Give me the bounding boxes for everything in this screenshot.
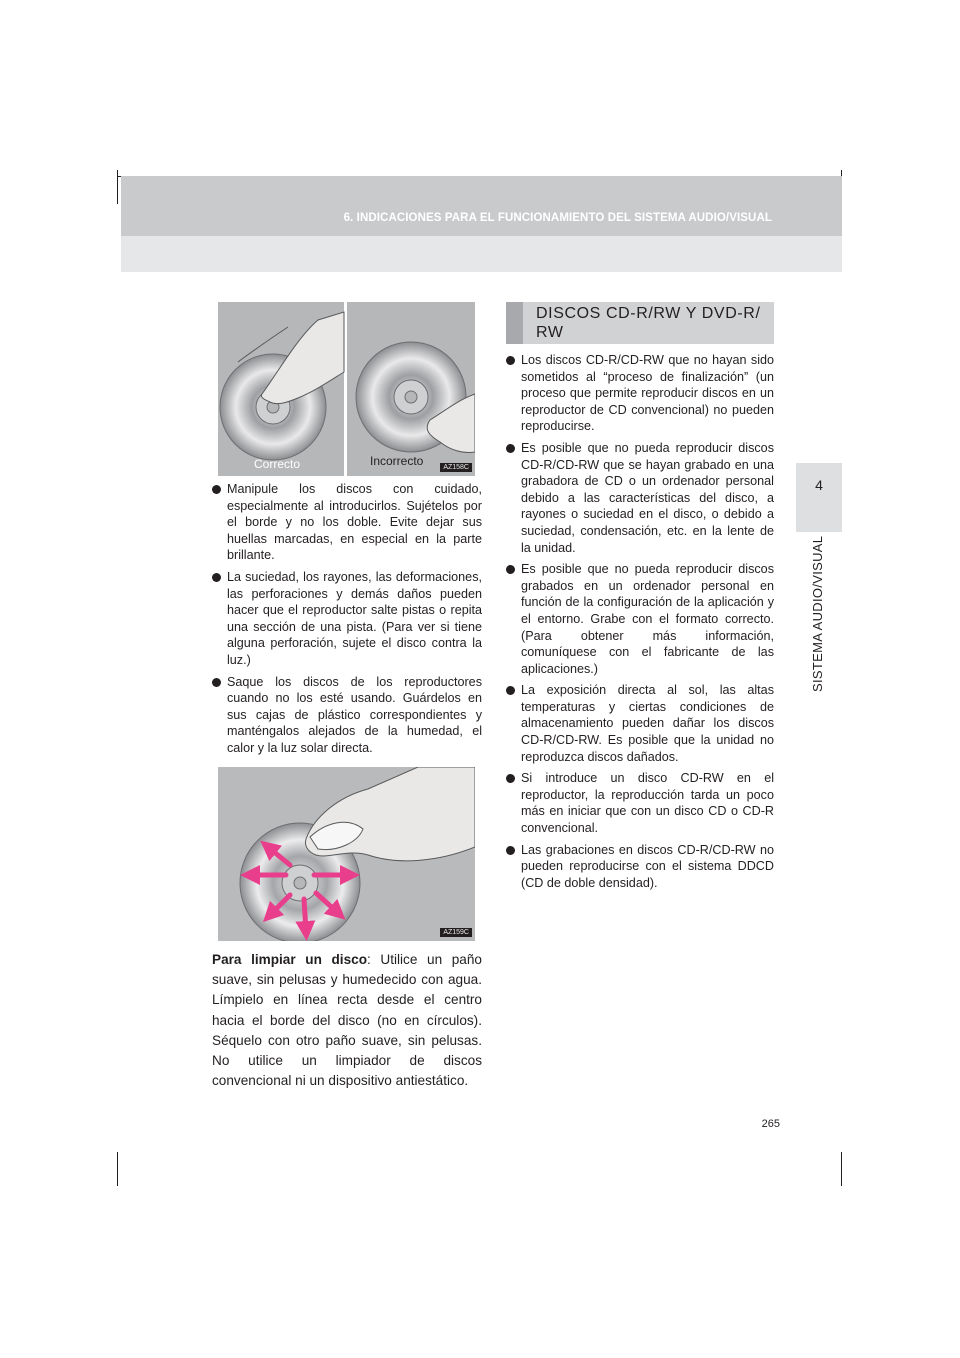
header-strip <box>121 176 842 236</box>
right-column-bullets <box>506 352 774 896</box>
bullet-icon <box>506 565 515 574</box>
section-header-bar <box>506 302 523 344</box>
bullet-icon <box>212 573 221 582</box>
bullet-text: Las grabaciones en discos CD-R/CD-RW no pueden reproducirse con el sistema DDCD (CD de doble densidad). <box>521 842 774 890</box>
cleaning-paragraph <box>212 950 482 1091</box>
left-column-bullets <box>212 481 482 762</box>
crop-mark <box>117 1152 118 1186</box>
bullet-icon <box>506 686 515 695</box>
bullet-icon <box>506 846 515 855</box>
bullet-icon <box>506 774 515 783</box>
list-item <box>506 770 774 836</box>
bullet-icon <box>212 678 221 687</box>
label-incorrect: Incorrecto <box>370 454 424 468</box>
disc-handling-illustration <box>218 302 475 476</box>
header-section-path: 6. INDICACIONES PARA EL FUNCIONAMIENTO DEL SISTEMA AUDIO/VISUAL <box>343 212 772 224</box>
list-item <box>212 481 482 564</box>
disc-cleaning-illustration <box>218 767 475 941</box>
list-item <box>506 440 774 556</box>
bullet-icon <box>506 444 515 453</box>
page-number: 265 <box>761 1118 780 1130</box>
crop-mark <box>841 1152 842 1186</box>
figure-code: AZ159C <box>440 928 472 937</box>
label-correct: Correcto <box>254 457 301 471</box>
figure-disc-handling <box>218 302 475 476</box>
bullet-text: Es posible que no pueda reproducir discos CD-R/CD-RW que se hayan grabado en una grabadora de CD o un ordenador personal debido a las características del disco, a rayones o suciedad en el disco, o debido a suciedad, condensación, etc. en la lente de la unidad. <box>521 440 774 555</box>
chapter-tab <box>796 463 842 532</box>
cleaning-lead: Para limpiar un disco <box>212 952 367 967</box>
list-item <box>212 569 482 669</box>
bullet-text: Es posible que no pueda reproducir discos grabados en un ordenador personal en función de la configuración de la aplicación y el entorno. Grabe con el formato correcto. (Para obtener más información, comuníquese con el fabricante de las aplicaciones.) <box>521 562 774 676</box>
list-item <box>212 674 482 757</box>
bullet-text: Saque los discos de los reproductores cuando no los esté usando. Guárdelos en sus cajas de plástico correspondientes y manténgalos alejados de la humedad, el calor y la luz solar directa. <box>227 674 482 755</box>
bullet-text: Manipule los discos con cuidado, especialmente al introducirlos. Sujételos por el borde y no los doble. Evite dejar sus huellas marcadas, en especial en la parte brillante. <box>227 482 482 563</box>
cleaning-text: : Utilice un paño suave, sin pelusas y humedecido con agua. Límpielo en línea recta desde el centro hacia el borde del disco (no en círculos). Séquelo con otro paño suave, sin pelusas. No utilice un limpiador de discos convencional ni un dispositivo antiestático. <box>212 952 482 1089</box>
list-item <box>506 682 774 765</box>
bullet-icon <box>506 356 515 365</box>
section-header <box>506 302 774 344</box>
section-title: DISCOS CD-R/RW Y DVD-R/ RW <box>536 305 761 341</box>
bullet-text: La exposición directa al sol, las altas temperaturas y ciertas condiciones de almacenamiento pueden dañar los discos CD-R/CD-RW. Es posible que la unidad no reproduzca discos dañados. <box>521 683 774 764</box>
bullet-icon <box>212 485 221 494</box>
list-item <box>506 352 774 435</box>
figure-disc-cleaning <box>218 767 475 941</box>
chapter-number: 4 <box>815 477 823 493</box>
bullet-text: La suciedad, los rayones, las deformaciones, las perforaciones y demás daños pueden hacer que el reproductor salte pistas o repita una sección de una pista. (Para ver si tiene alguna perforación, sujete el disco contra la luz.) <box>227 569 482 667</box>
list-item <box>506 561 774 677</box>
header-band <box>121 176 842 272</box>
bullet-text: Los discos CD-R/CD-RW que no hayan sido sometidos al “proceso de finalización” (un proceso que permite reproducir discos en un reproductor de CD convencional) no pueden reproducirse. <box>521 353 774 434</box>
list-item <box>506 842 774 892</box>
chapter-label: SISTEMA AUDIO/VISUAL <box>810 535 825 692</box>
figure-code: AZ158C <box>440 463 472 472</box>
bullet-text: Si introduce un disco CD-RW en el reproductor, la reproducción tarda un poco más en iniciar que con un disco CD o CD-R convencional. <box>521 771 774 836</box>
